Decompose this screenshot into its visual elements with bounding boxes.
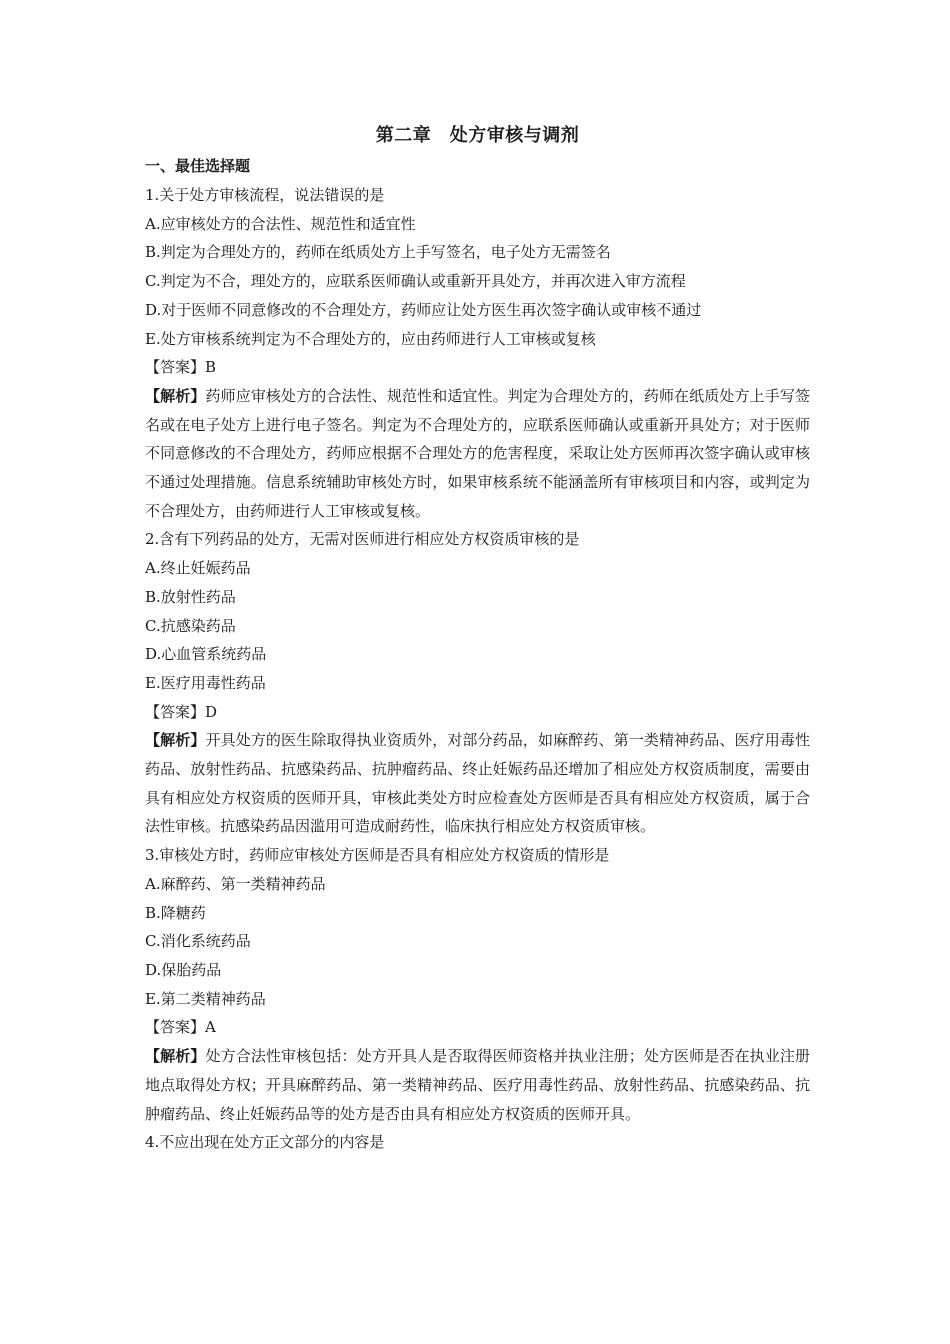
question-stem: 3.审核处方时，药师应审核处方医师是否具有相应处方权资质的情形是 [145,846,610,865]
option-d: D.对于医师不同意修改的不合理处方，药师应让处方医生再次签字确认或审核不通过 [145,300,702,319]
option-c: C.判定为不合，理处方的，应联系医师确认或重新开具处方，并再次进入审方流程 [145,272,686,291]
option-e: E.第二类精神药品 [145,989,266,1008]
answer-value: A [205,1018,216,1037]
question-2 [145,525,810,841]
option-e: E.医疗用毒性药品 [145,673,266,692]
answer-value: B [205,358,217,377]
question-stem: 2.含有下列药品的处方，无需对医师进行相应处方权资质审核的是 [145,530,580,549]
answer-line [145,1013,810,1042]
question-1 [145,181,810,525]
answer-label: 【答案】 [145,702,206,721]
option-a: A.终止妊娠药品 [145,559,251,578]
option-d: D.保胎药品 [145,960,222,979]
analysis-label: 【解析】 [145,1047,206,1066]
option-a: A.应审核处方的合法性、规范性和适宜性 [145,214,416,233]
answer-line [145,698,810,727]
option-b: B.放射性药品 [145,587,236,606]
analysis-text: 药师应审核处方的合法性、规范性和适宜性。判定为合理处方的，药师在纸质处方上手写签名或在电子处方上进行电子签名。判定为不合理处方的，应联系医师确认或重新开具处方；对于医师不同意修改的不合理处方，药师应根据不合理处方的危害程度，采取让处方医师再次签字确认或审核不通过处理措施。信息系统辅助审核处方时，如果审核系统不能涵盖所有审核项目和内容，或判定为不合理处方，由药师进行人工审核或复核。 [145,386,810,520]
option-b: B.降糖药 [145,903,206,922]
option-b: B.判定为合理处方的，药师在纸质处方上手写签名，电子处方无需签名 [145,243,611,262]
question-stem: 4.不应出现在处方正文部分的内容是 [145,1133,385,1152]
analysis-label: 【解析】 [145,386,206,405]
answer-value: D [205,702,218,721]
option-c: C.消化系统药品 [145,932,251,951]
chapter-title: 第二章 处方审核与调剂 [375,125,580,146]
answer-label: 【答案】 [145,1018,206,1037]
analysis-paragraph [145,726,810,841]
option-e: E.处方审核系统判定为不合理处方的，应由药师进行人工审核或复核 [145,329,596,348]
analysis-text: 开具处方的医生除取得执业资质外，对部分药品，如麻醉药、第一类精神药品、医疗用毒性药品、放射性药品、抗感染药品、抗肿瘤药品、终止妊娠药品还增加了相应处方权资质制度，需要由具有相应处方权资质的医师开具，审核此类处方时应检查处方医师是否具有相应处方权资质，属于合法性审核。抗感染药品因滥用可造成耐药性，临床执行相应处方权资质审核。 [145,731,810,836]
analysis-label: 【解析】 [145,731,206,750]
analysis-paragraph [145,1042,810,1128]
question-stem: 1.关于处方审核流程，说法错误的是 [145,186,385,204]
question-4 [145,1128,810,1157]
option-a: A.麻醉药、第一类精神药品 [145,874,326,893]
option-d: D.心血管系统药品 [145,645,267,664]
section-heading: 一、最佳选择题 [145,157,251,175]
document-page [145,120,810,1157]
answer-line [145,353,810,382]
answer-label: 【答案】 [145,358,206,377]
analysis-text: 处方合法性审核包括：处方开具人是否取得医师资格并执业注册；处方医师是否在执业注册地点取得处方权；开具麻醉药品、第一类精神药品、医疗用毒性药品、放射性药品、抗感染药品、抗肿瘤药品、终止妊娠药品等的处方是否由具有相应处方权资质的医师开具。 [145,1047,810,1123]
analysis-paragraph [145,382,810,526]
option-c: C.抗感染药品 [145,616,236,635]
question-3 [145,841,810,1128]
